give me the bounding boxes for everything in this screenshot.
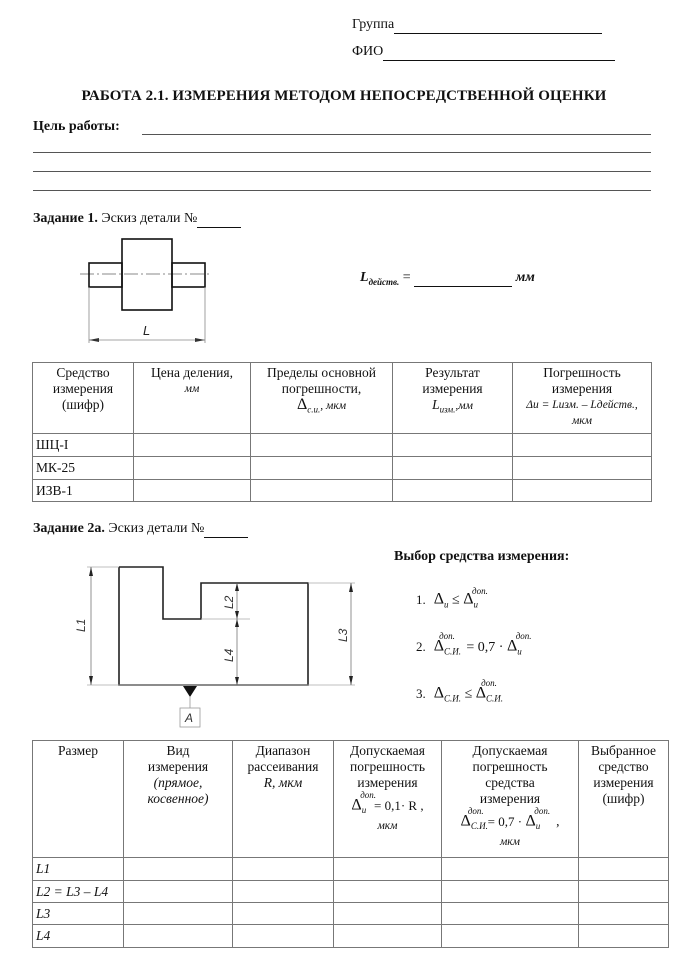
criterion-rhs: Δ (463, 590, 474, 608)
table-row (33, 480, 652, 502)
header-measurement-type (124, 741, 233, 858)
group-input-line[interactable] (394, 17, 602, 34)
header-text: погрешность (472, 759, 548, 774)
instrument-cell: ШЦ-I (33, 434, 134, 457)
delta-sup: доп. (467, 806, 484, 816)
header-unit: мкм (377, 820, 398, 833)
table-cell[interactable] (579, 903, 669, 925)
criterion-number: 1. (416, 591, 426, 607)
header-text: средства (485, 775, 535, 790)
criterion-operator: ≤ (452, 592, 460, 608)
arrow-left-icon (89, 338, 99, 342)
dimension-label-l1: L1 (74, 618, 88, 632)
criterion-rhs: Δ (506, 637, 518, 655)
arrow-icon (89, 676, 93, 685)
header-formula: = 0,7 · (487, 813, 523, 829)
table-cell[interactable] (579, 858, 669, 881)
goal-line-4[interactable] (33, 190, 651, 191)
name-field[interactable] (352, 44, 615, 61)
instrument-cell: ИЗВ-1 (33, 480, 134, 502)
header-text: измерения (593, 775, 654, 790)
table-cell[interactable] (233, 858, 334, 881)
header-formula: Δи = Lизм. – Lдейств., (526, 399, 638, 411)
size-cell: L3 (33, 903, 124, 925)
table-row (33, 858, 669, 881)
goal-line-1[interactable] (142, 134, 651, 135)
header-unit: ,мм (455, 400, 473, 412)
group-field[interactable] (352, 17, 602, 34)
task2a-table-header-row (33, 741, 669, 858)
header-text: Допускаемая (472, 743, 548, 758)
task1-part-number-line[interactable] (197, 211, 241, 228)
actual-length-symbol: L (360, 270, 369, 285)
task1-heading-text: Эскиз детали № (101, 211, 198, 226)
header-text: измерения (422, 381, 483, 396)
criterion-lhs-sub: и (444, 599, 449, 610)
task1-heading (33, 211, 241, 228)
criterion-lhs: Δ (433, 590, 445, 608)
table-cell[interactable] (124, 881, 233, 903)
header-allowable-instrument-error: Допускаемая погрешность средства измерения $\Delta_{С.И.}^{доп.}= 0,7 \cdot \Delta_и^{доп.}$, мкм (442, 741, 579, 858)
arrow-icon (235, 611, 239, 619)
arrow-icon (235, 619, 239, 627)
task2a-table (32, 740, 669, 948)
criterion-3 (416, 678, 519, 704)
table-cell[interactable] (124, 925, 233, 948)
criterion-rhs-sub: и (473, 599, 479, 610)
arrow-icon (349, 676, 353, 685)
table-cell[interactable] (334, 881, 442, 903)
size-cell: L1 (33, 858, 124, 881)
stepped-part-sketch (70, 560, 370, 730)
goal-label: Цель работы: (33, 119, 120, 134)
dimension-label-l2: L2 (222, 595, 236, 609)
name-input-line[interactable] (383, 44, 615, 61)
header-unit: R, мкм (263, 775, 303, 790)
arrow-icon (235, 677, 239, 685)
table-row (33, 434, 652, 457)
table-cell[interactable] (334, 858, 442, 881)
header-text: погрешности, (281, 381, 362, 396)
header-text-italic: (прямое, (153, 775, 203, 790)
selection-title: Выбор средства измерения: (394, 549, 570, 564)
header-formula-sub: с.и. (307, 404, 321, 415)
header-text: измерения (551, 381, 613, 396)
header-scatter-range (233, 741, 334, 858)
table-cell[interactable] (579, 925, 669, 948)
right-journal (172, 263, 205, 287)
table-row (33, 881, 669, 903)
criterion-1 (416, 586, 494, 610)
criterion-lhs: Δ (433, 684, 445, 702)
header-unit: мкм (499, 836, 521, 849)
task1-table (32, 362, 652, 502)
table-cell[interactable] (442, 925, 579, 948)
header-text: средство (598, 759, 649, 774)
arrow-icon (89, 567, 93, 576)
header-text: (шифр) (602, 791, 645, 806)
header-text: Средство (56, 365, 110, 380)
header-division-value (134, 363, 251, 434)
table-cell[interactable] (251, 434, 393, 457)
arrow-icon (349, 583, 353, 592)
header-unit: , мкм (320, 400, 347, 412)
table-cell[interactable] (513, 480, 652, 502)
table-cell[interactable] (251, 480, 393, 502)
header-text: Пределы основной (267, 365, 376, 380)
header-text-italic: косвенное) (147, 791, 209, 806)
part-outline (119, 567, 308, 685)
table-cell[interactable] (334, 903, 442, 925)
header-text: измерения (52, 381, 114, 396)
table-cell[interactable] (393, 480, 513, 502)
table-cell[interactable] (334, 925, 442, 948)
table-cell[interactable] (393, 457, 513, 480)
actual-length-unit: мм (515, 270, 535, 285)
size-cell: L2 = L3 – L4 (33, 881, 124, 903)
table-cell[interactable] (513, 434, 652, 457)
goal-line-3[interactable] (33, 171, 651, 172)
header-text: Допускаемая (350, 743, 425, 758)
criterion-rhs-sup: доп. (515, 631, 532, 641)
task2a-heading-text: Эскиз детали № (108, 521, 205, 536)
header-text: (шифр) (61, 397, 105, 412)
left-journal (89, 263, 122, 287)
criterion-operator: ≤ (464, 686, 473, 702)
actual-length-equals: = (402, 270, 411, 285)
table-cell[interactable] (251, 457, 393, 480)
datum-triangle-icon (183, 686, 197, 697)
delta-sup: доп. (534, 806, 551, 816)
table-cell[interactable] (233, 903, 334, 925)
header-formula: L (432, 397, 440, 412)
criterion-rhs: Δ (475, 684, 487, 702)
actual-length-field (360, 270, 535, 287)
criterion-number: 2. (416, 638, 426, 654)
actual-length-subscript: действ. (368, 276, 400, 287)
criterion-rhs-sup: доп. (472, 586, 488, 596)
task1-table-header-row (33, 363, 652, 434)
arrow-right-icon (195, 338, 205, 342)
header-text: Диапазон (255, 743, 311, 758)
delta-symbol: Δ (525, 812, 536, 830)
task2a-heading (33, 521, 248, 538)
header-text: Погрешность (543, 365, 621, 380)
header-text: измерения (147, 759, 209, 774)
header-selected-instrument (579, 741, 669, 858)
dimension-label-l: L (143, 323, 151, 338)
header-text: измерения (479, 791, 541, 806)
criterion-rhs-sub: и (517, 646, 522, 657)
criterion-lhs-sup: доп. (439, 631, 455, 641)
datum-label: A (185, 711, 194, 725)
criterion-lhs: Δ (433, 637, 445, 655)
table-cell[interactable] (442, 881, 579, 903)
criterion-2 (416, 631, 538, 657)
task2a-part-number-line[interactable] (204, 521, 248, 538)
header-text: Размер (58, 743, 98, 758)
criterion-number: 3. (416, 685, 426, 701)
header-allowable-measurement-error (334, 741, 442, 858)
goal-line-2[interactable] (33, 152, 651, 153)
criterion-rhs-sub: С.И. (486, 693, 504, 704)
header-size (33, 741, 124, 858)
table-cell[interactable] (134, 480, 251, 502)
arrow-icon (235, 583, 239, 591)
delta-sub: и (535, 821, 541, 832)
criterion-operator: = 0,7 · (466, 639, 504, 655)
delta-sub: С.И. (470, 821, 488, 832)
table-cell[interactable] (442, 903, 579, 925)
header-text: Выбранное (590, 743, 657, 758)
header-formula: Δ (296, 396, 308, 413)
name-label: ФИО (352, 44, 384, 59)
shaft-sketch (75, 230, 225, 345)
header-unit: мм (184, 383, 200, 395)
actual-length-input-line[interactable] (414, 270, 512, 287)
task1-heading-number: Задание 1. (33, 211, 98, 226)
header-text: погрешность (349, 759, 425, 774)
table-cell[interactable] (442, 858, 579, 881)
table-row (33, 903, 669, 925)
page-title: РАБОТА 2.1. ИЗМЕРЕНИЯ МЕТОДОМ НЕПОСРЕДСТВЕННОЙ ОЦЕНКИ (81, 88, 607, 104)
header-measurement-error (513, 363, 652, 434)
table-cell[interactable] (513, 457, 652, 480)
table-cell[interactable] (134, 457, 251, 480)
table-row (33, 925, 669, 948)
header-text: измерения (357, 775, 418, 790)
instrument-cell: МК-25 (33, 457, 134, 480)
header-basic-error-limits (251, 363, 393, 434)
table-cell[interactable] (233, 925, 334, 948)
table-cell[interactable] (393, 434, 513, 457)
delta-sup: доп. (360, 790, 376, 800)
group-label: Группа (352, 17, 395, 32)
criterion-rhs-sup: доп. (481, 678, 497, 688)
table-cell[interactable] (579, 881, 669, 903)
header-measurement-result (393, 363, 513, 434)
table-cell[interactable] (124, 858, 233, 881)
delta-sub: и (361, 805, 367, 816)
task2a-heading-number: Задание 2а. (33, 521, 105, 536)
header-formula: = 0,1· R , (374, 797, 424, 813)
header-text: Результат (425, 365, 480, 380)
delta-symbol: Δ (460, 812, 471, 830)
header-unit: мкм (571, 415, 593, 427)
header-text: рассеивания (247, 759, 319, 774)
header-instrument (33, 363, 134, 434)
table-cell[interactable] (233, 881, 334, 903)
dimension-label-l3: L3 (336, 628, 350, 642)
criterion-lhs-sub: С.И. (444, 693, 462, 704)
header-formula-sub: изм. (439, 404, 456, 415)
table-row (33, 457, 652, 480)
criterion-lhs-sub: С.И. (444, 646, 462, 657)
delta-symbol: Δ (351, 796, 362, 814)
header-text: Цена деления, (151, 365, 233, 380)
table-cell[interactable] (124, 903, 233, 925)
table-cell[interactable] (134, 434, 251, 457)
dimension-label-l4: L4 (222, 648, 236, 662)
header-text: Вид (166, 743, 190, 758)
size-cell: L4 (33, 925, 124, 948)
